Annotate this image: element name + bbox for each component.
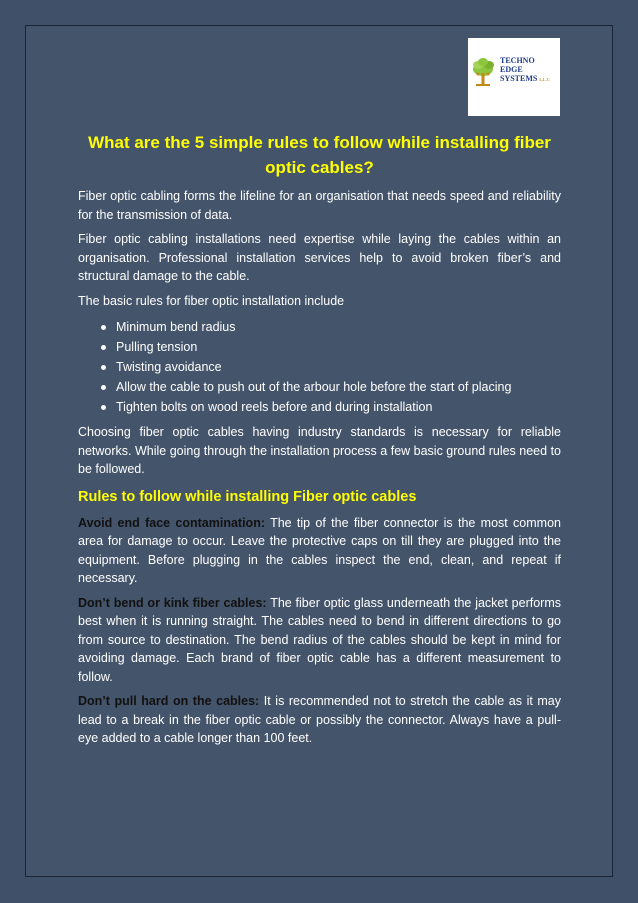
list-item: Minimum bend radius xyxy=(116,317,561,337)
rule-text-2: The fiber optic glass underneath the jacket performs best when it is running straight. The cables need to bend in different directions to go from source to destination. The bend radius of the cables should be kept in mind for avoiding damage. Each brand of fiber optic cable has a different measurement to follow. xyxy=(78,595,561,684)
rule-text-3: It is recommended not to stretch the cable as it may lead to a break in the fiber optic cable or possibly the connector. Always have a pull-eye added to a cable longer than 100 feet. xyxy=(78,694,562,745)
rule-paragraph-2 xyxy=(78,594,561,687)
logo-llc: L.L.C xyxy=(539,77,550,82)
logo-line-3: SYSTEMS xyxy=(500,74,538,83)
logo-wordmark xyxy=(500,56,550,84)
rule-lead-3: Don’t pull hard on the cables: xyxy=(78,694,260,708)
after-list-paragraph: Choosing fiber optic cables having industry standards is necessary for reliable networks. While going through the installation process a few basic ground rules need to be followed. xyxy=(78,425,561,476)
rule-paragraph-3 xyxy=(78,692,561,748)
logo-line-2: EDGE xyxy=(500,65,523,74)
intro-paragraph-2: Fiber optic cabling installations need expertise while laying the cables within an organisation. Professional installation services help to avoid broken fiber’s and structural damage to the cable. xyxy=(78,232,561,283)
logo-line-3-wrap xyxy=(500,74,550,84)
list-item: Allow the cable to push out of the arbour hole before the start of placing xyxy=(116,377,561,397)
logo-line-1: TECHNO xyxy=(500,56,535,65)
section-heading: Rules to follow while installing Fiber optic cables xyxy=(78,488,417,505)
list-item: Pulling tension xyxy=(116,337,561,357)
intro-paragraph-1: Fiber optic cabling forms the lifeline for an organisation that needs speed and reliability for the transmission of data. xyxy=(78,189,561,222)
rule-lead-2: Don’t bend or kink fiber cables: xyxy=(78,595,267,610)
rules-bullet-list xyxy=(78,317,561,417)
company-logo xyxy=(468,38,560,116)
list-item: Tighten bolts on wood reels before and during installation xyxy=(116,397,561,417)
document-content xyxy=(78,130,561,754)
page-title: What are the 5 simple rules to follow while installing fiber optic cables? xyxy=(88,133,551,177)
rule-text-1: The tip of the fiber connector is the most common area for damage to occur. Leave the protective caps on till they are plugged into the equipment. Before plugging in the cables inspect the end, clean, and repeat if necessary. xyxy=(78,515,561,585)
intro-paragraph-3: The basic rules for fiber optic installation include xyxy=(78,293,345,308)
rule-paragraph-1 xyxy=(78,514,561,588)
list-item: Twisting avoidance xyxy=(116,357,561,377)
rule-lead-1: Avoid end face contamination: xyxy=(78,515,265,530)
